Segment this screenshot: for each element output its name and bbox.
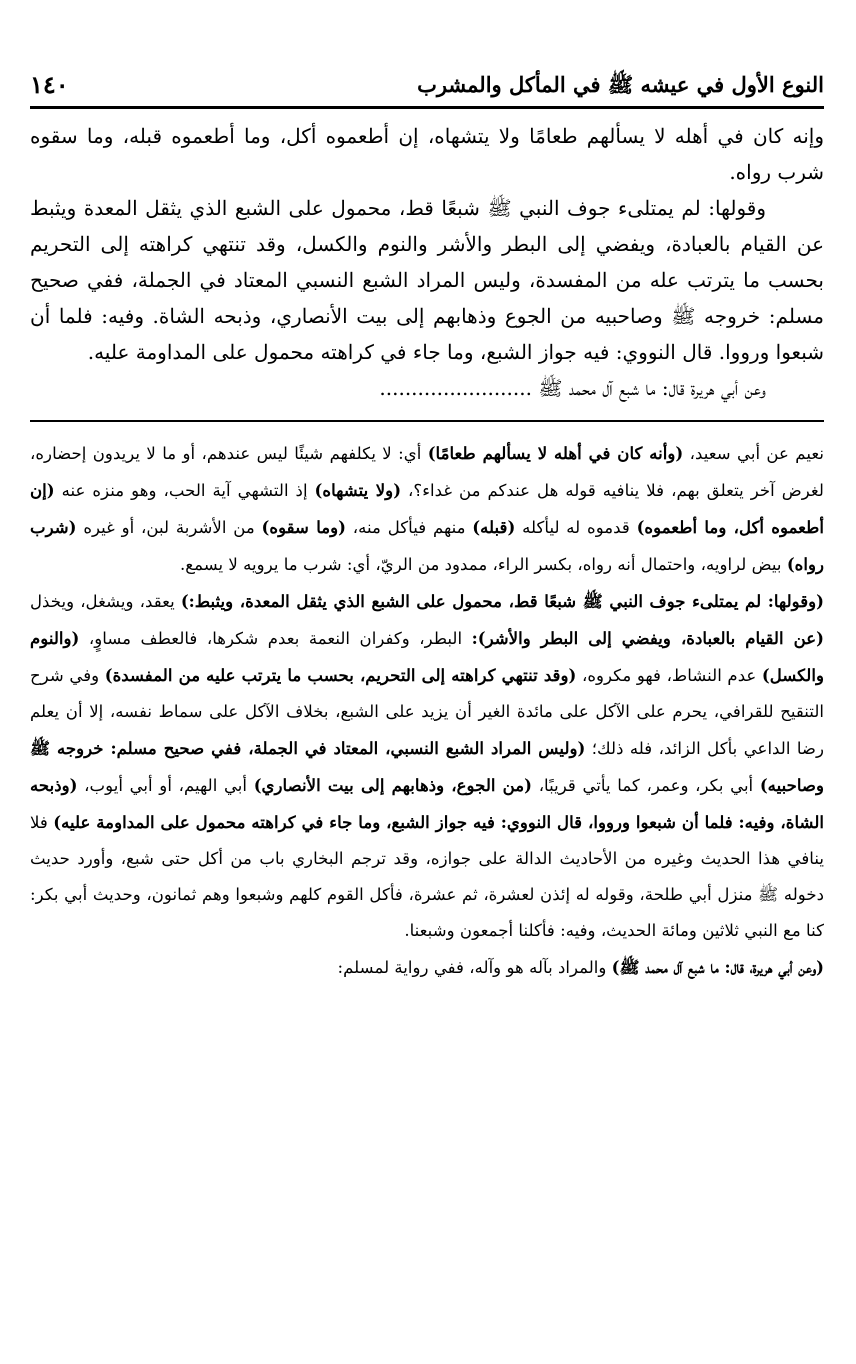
chapter-title: النوع الأول في عيشه ﷺ في المأكل والمشرب (417, 72, 824, 97)
quoted-text: (قبله) (472, 517, 516, 537)
commentary-paragraph (30, 583, 824, 949)
commentary-paragraph (30, 435, 824, 583)
commentary-run: إذ التشهي آية الحب، وهو منزه عنه (54, 481, 315, 500)
quoted-text: (وما سقوه) (261, 517, 347, 537)
commentary-run: وفي شرح التنقيح للقرافي، يحرم على الآكل على مائدة الغير أن يزيد على الشبع، بخلاف الآكل على سماط نفسه، إلا أن يعلم رضا الداعي بأكل الزائد، فله ذلك؛ (30, 666, 824, 758)
commentary-run: يعقد، ويشغل، ويخذل (30, 592, 181, 611)
main-paragraph: وقولها: لم يمتلىء جوف النبي ﷺ شبعًا قط، محمول على الشبع الذي يثقل المعدة ويثبط عن القيام بالعبادة، ويفضي إلى البطر والأشر والنوم والكسل، وقد تنتهي كراهته إلى التحريم بحسب ما يترتب عله من المفسدة، وليس المراد الشبع النسبي المعتاد في الجملة، ففي صحيح مسلم: خروجه ﷺ وصاحبيه من الجوع وذهابهم إلى بيت الأنصاري، وذبحه الشاة. وفيه: فلما أن شبعوا ورووا. قال النووي: فيه جواز الشبع، وما جاء في كراهته محمول على المداومة عليه. (30, 196, 824, 364)
commentary-run: أبي بكر، وعمر، كما يأتي قريبًا، (532, 776, 760, 795)
quoted-text: (وأنه كان في أهله لا يسألهم طعامًا) (427, 443, 684, 463)
commentary-run: أبي الهيم، أو أبي أيوب، (77, 776, 254, 795)
commentary-run: نعيم عن أبي سعيد، (683, 444, 824, 463)
quoted-text: (وليس المراد الشبع النسبي، المعتاد في الجملة، ففي صحيح مسلم: خروجه ﷺ وصاحبيه) (30, 738, 825, 795)
quoted-text: (وعن أبي هريرة، قال: ما شبع آل محمد ﷺ) (611, 957, 824, 977)
commentary-run: من الأشربة لبن، أو غيره (76, 518, 262, 537)
book-page (30, 70, 824, 1334)
quoted-text: (عن القيام بالعبادة، ويفضي إلى البطر والأشر): (471, 628, 824, 648)
page-header (30, 70, 824, 109)
commentary-run: قدموه له ليأكله (515, 518, 637, 537)
quoted-text: (إن أطعموه أكل، وما أطعموه) (30, 480, 824, 537)
commentary-paragraph (30, 949, 824, 986)
commentary-run: فلا ينافي هذا الحديث وغيره من الأحاديث الدالة على جوازه، وقد ترجم البخاري باب من أكل حتى شبع، وأورد حديث دخوله ﷺ منزل أبي طلحة، وقوله له إئذن لعشرة، ثم عشرة، فأكل القوم كلهم وشبعوا وهم ثمانون، وحديث أبي بكر: كنا مع النبي ثلاثين ومائة الحديث، وفيه: فأكلنا أجمعون وشبعنا. (30, 813, 824, 940)
quoted-text: (وقد تنتهي كراهته إلى التحريم، بحسب ما يترتب عليه من المفسدة) (104, 665, 577, 685)
main-paragraph: وإنه كان في أهله لا يسألهم طعامًا ولا يتشهاه، إن أطعموه أكل، وما أطعموه قبله، وما سقوه شرب رواه. (30, 124, 824, 184)
commentary-run: أي: لا يكلفهم شيئًا ليس عندهم، أو ما لا يريدون إحضاره، لغرض آخر يتعلق بهم، فلا ينافيه قوله هل عندكم من غداء؟، (30, 444, 824, 500)
commentary-run: عدم النشاط، فهو مكروه، (576, 666, 762, 685)
quoted-text: (من الجوع، وذهابهم إلى بيت الأنصاري) (253, 775, 533, 795)
footnote-divider (30, 420, 824, 422)
quoted-text: (شرب رواه) (30, 517, 824, 574)
commentary-run: منهم فيأكل منه، (346, 518, 473, 537)
commentary-text (30, 435, 824, 986)
main-text (30, 118, 824, 406)
commentary-run: البطر، وكفران النعمة بعدم شكرها، فالعطف مساوٍ، (79, 629, 472, 648)
commentary-run: والمراد بآله هو وآله، ففي رواية لمسلم: (337, 958, 612, 977)
main-paragraph: وعن أبي هريرة قال: ما شبع آل محمد ﷺ ........................ (379, 376, 766, 400)
quoted-text: (والنوم والكسل) (30, 628, 824, 685)
commentary-run: بيض لراويه، واحتمال أنه رواه، بكسر الراء، ممدود من الريّ، أي: شرب ما يرويه لا يسمع. (180, 555, 787, 574)
quoted-text: (وذبحه الشاة، وفيه: فلما أن شبعوا ورووا، قال النووي: فيه جواز الشبع، وما جاء في كراهته محمول على المداومة عليه) (30, 775, 824, 832)
page-number: ١٤٠ (30, 70, 69, 99)
quoted-text: (ولا يتشهاه) (314, 480, 402, 500)
quoted-text: (وقولها: لم يمتلىء جوف النبي ﷺ شبعًا قط، محمول على الشبع الذي يثقل المعدة، ويثبط:) (180, 591, 824, 611)
